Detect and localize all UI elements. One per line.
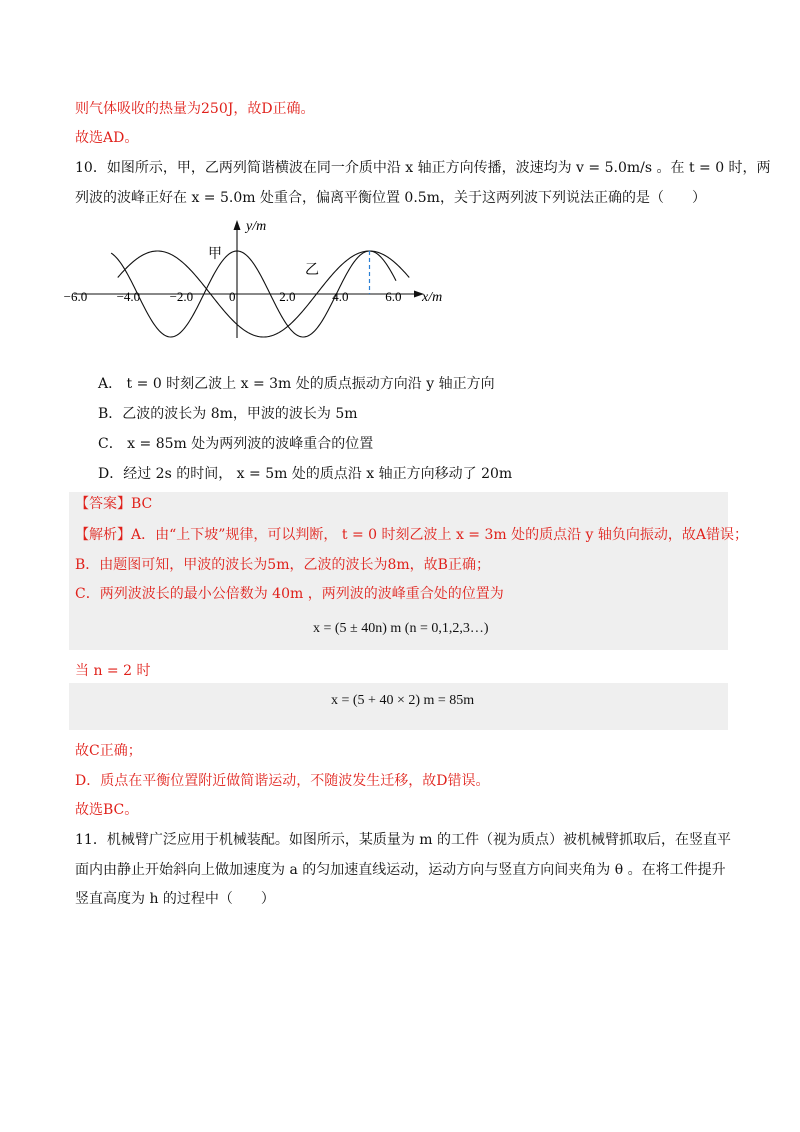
q10-stem-line2: 列波的波峰正好在 x = 5.0m 处重合，偏离平衡位置 0.5m，关于这两列波下列说法正确的是（ ）	[75, 190, 706, 206]
q10-option-c: C． x = 85m 处为两列波的波峰重合的位置	[98, 436, 374, 452]
prev-conclusion: 则气体吸收的热量为250J，故D正确。	[75, 101, 315, 117]
q10-stem-line1: 10．如图所示，甲，乙两列简谐横波在同一介质中沿 x 轴正方向传播，波速均为 v = 5.0m/s 。在 t = 0 时，两	[75, 160, 771, 176]
equation-general: x = (5 ± 40n) m (n = 0,1,2,3…)	[313, 621, 489, 636]
x-tick-label: −6.0	[63, 289, 88, 304]
x-tick-label: 4.0	[332, 289, 349, 304]
q11-stem-line2: 面内由静止开始斜向上做加速度为 a 的匀加速直线运动，运动方向与竖直方向间夹角为 θ 。在将工件提升	[75, 862, 726, 878]
prev-choice: 故选AD。	[75, 130, 139, 146]
y-axis-label: y/m	[246, 219, 267, 234]
q10-option-a: A． t = 0 时刻乙波上 x = 3m 处的质点振动方向沿 y 轴正方向	[98, 376, 495, 392]
when-n-equals-2: 当 n = 2 时	[75, 663, 151, 679]
x-tick-label: −2.0	[169, 289, 194, 304]
x-tick-label: 0	[229, 289, 236, 304]
y-axis-arrow	[234, 220, 241, 230]
q11-stem-line1: 11．机械臂广泛应用于机械装配。如图所示，某质量为 m 的工件（视为质点）被机械臂抓取后，在竖直平	[75, 832, 731, 848]
x-tick-label: 2.0	[279, 289, 296, 304]
x-tick-label: −4.0	[116, 289, 141, 304]
analysis-line-b: B．由题图可知，甲波的波长为5m，乙波的波长为8m，故B正确；	[75, 557, 490, 573]
x-tick-label: 6.0	[385, 289, 402, 304]
q10-option-d: D．经过 2s 的时间， x = 5m 处的质点沿 x 轴正方向移动了 20m	[98, 466, 513, 482]
wave-jia-label: 甲	[208, 247, 222, 262]
answer-line: 【答案】BC	[75, 496, 153, 512]
x-axis-label: x/m	[422, 290, 443, 305]
analysis-line-c: C．两列波波长的最小公倍数为 40m ，两列波的波峰重合处的位置为	[75, 586, 504, 602]
q10-option-b: B．乙波的波长为 8m，甲波的波长为 5m	[98, 406, 358, 422]
analysis-line-a: 【解析】A．由“上下坡”规律，可以判断， t = 0 时刻乙波上 x = 3m 处的质点沿 y 轴负向振动，故A错误；	[75, 527, 749, 543]
wave-figure	[63, 212, 452, 347]
wave-yi-label: 乙	[305, 263, 319, 278]
conclusion-c: 故C正确；	[75, 743, 142, 759]
q11-stem-line3: 竖直高度为 h 的过程中（ ）	[75, 891, 275, 907]
final-choice: 故选BC。	[75, 802, 139, 818]
equation-n2: x = (5 + 40 × 2) m = 85m	[331, 693, 475, 708]
analysis-line-d: D．质点在平衡位置附近做简谐运动，不随波发生迁移，故D错误。	[75, 773, 490, 789]
